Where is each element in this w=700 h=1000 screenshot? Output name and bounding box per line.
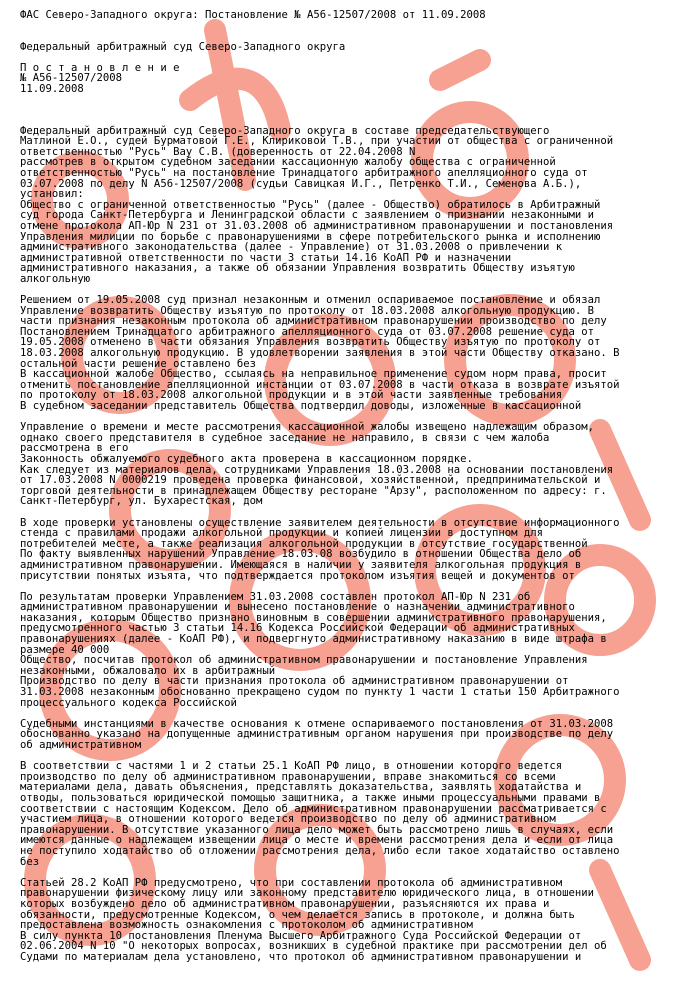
text-line: Федеральный арбитражный суд Северо-Западного округа в составе председательствующего: [20, 124, 550, 137]
document-body: [20, 126, 692, 963]
paragraph: [20, 719, 692, 751]
text-line: участием лица, в отношении которого ведется производство по делу об административном: [20, 813, 556, 826]
text-line: 02.06.2004 N 10 "О некоторых вопросах, возникших в судебной практике при рассмотрении дел об: [20, 940, 607, 953]
text-line: В судебном заседании представитель Общества подтвердил доводы, изложенные в кассационной: [20, 400, 582, 412]
text-line: присутствии понятых изъята, что подтверждается протоколом изъятия вещей и документов от: [20, 569, 575, 582]
document-type: П о с т а н о в л е н и е: [20, 61, 180, 74]
text-line: процессуального кодекса Российской: [20, 696, 237, 709]
text-line: Матлиной Е.О., судей Бурматовой Г.Е., Клириковой Т.В., при участии от общества с ограниченной: [20, 135, 614, 148]
text-line: 18.03.2008 алкогольную продукцию. В удовлетворении заявления в этой части Обществу отказано. В: [20, 347, 620, 360]
text-line: предоставлена возможность ознакомления с протоколом об административном: [20, 919, 473, 932]
paragraph: [20, 761, 692, 867]
text-line: установил:: [20, 188, 84, 201]
text-line: 03.07.2008 по делу N А56-12507/2008 (судьи Савицкая И.Г., Петренко Т.И., Семенова А.Б.),: [20, 177, 582, 190]
text-line: от 17.03.2008 N 0000219 проведена проверка финансовой, хозяйственной, предпринимательской и: [20, 474, 601, 487]
text-line: предусмотренного частью 3 статьи 14.16 Кодекса Российской Федерации об административных: [20, 622, 575, 635]
text-line: административного законодательства (далее - Управление) от 31.03.2008 о привлечении к: [20, 241, 563, 254]
text-line: В силу пункта 10 постановления Пленума Высшего Арбитражного Суда Российской Федерации от: [20, 929, 582, 942]
text-line: административном правонарушении. Имеющаяся в наличии у заявителя алкогольная продукция в: [20, 558, 582, 571]
text-line: размере 40 000: [20, 643, 110, 656]
text-line: 19.05.2008 отменено в части обязания Управления возвратить Обществу изъятую по протоколу от: [20, 336, 601, 349]
text-line: Управления милиции по борьбе с правонарушениями в сфере потребительского рынка и исполнению: [20, 230, 601, 243]
text-line: части признания незаконным протокола об административном правонарушении производство по делу: [20, 315, 607, 328]
text-line: однако своего представителя в судебное заседание не направило, в связи с чем жалоба: [20, 431, 550, 444]
paragraph: [20, 422, 692, 507]
text-line: Санкт-Петербург, ул. Бухарестская, дом: [20, 495, 263, 508]
paragraph: [20, 592, 692, 709]
text-line: правонарушении физическому лицу или законному представителю юридического лица, в отношении: [20, 887, 595, 900]
text-line: обязанности, предусмотренные Кодексом, о чем делается запись в протоколе, и должна быть: [20, 908, 575, 921]
text-line: отменить постановление апелляционной инстанции от 03.07.2008 в части отказа в возврате изъятой: [20, 378, 620, 391]
text-line: остальной части решение оставлено без: [20, 357, 256, 370]
paragraph: [20, 295, 692, 412]
text-line: Постановлением Тринадцатого арбитражного апелляционного суда от 03.07.2008 решение суда от: [20, 325, 595, 338]
text-line: Общество с ограниченной ответственностью "Русь" (далее - Общество) обратилось в Арбитражный: [20, 198, 601, 211]
text-line: правонарушении. В отсутствие указанного лица дело может быть рассмотрено лишь в случаях, если: [20, 823, 614, 836]
text-line: без: [20, 855, 40, 868]
text-line: Статьей 28.2 КоАП РФ предусмотрено, что при составлении протокола об административном: [20, 876, 563, 889]
text-line: соответствии с настоящим Кодексом. Дело об административном правонарушении рассматривается с: [20, 802, 607, 815]
document-page: [20, 10, 692, 973]
text-line: административного наказания, а также об обязании Управления возвратить Обществу изъятую: [20, 262, 575, 275]
paragraph: [20, 878, 692, 963]
text-line: Как следует из материалов дела, сотрудниками Управления 18.03.2008 на основании постановления: [20, 463, 614, 476]
text-line: В ходе проверки установлены осуществление заявителем деятельности в отсутствие информационного: [20, 516, 620, 529]
text-line: Решением от 19.05.2008 суд признал незаконным и отменил оспариваемое постановление и обязал: [20, 294, 601, 307]
text-line: По факту выявленных нарушений Управление 18.03.08 возбудило в отношении Общества дело об: [20, 548, 582, 561]
text-line: административном правонарушении и вынесено постановление о назначении административного: [20, 601, 575, 614]
text-line: отводы, пользоваться юридической помощью защитника, а также иными процессуальными правами в: [20, 791, 601, 804]
text-line: потребителей месте, а также реализация алкогольной продукции в отсутствие государственной: [20, 537, 588, 550]
text-line: об административном: [20, 739, 142, 751]
text-line: Производство по делу в части признания протокола об административном правонарушении от: [20, 675, 569, 688]
text-line: алкогольную: [20, 272, 91, 285]
text-line: правонарушениях (далее - КоАП РФ), и подвергнуто административному наказанию в виде штрафа в: [20, 633, 607, 646]
text-line: 31.03.2008 незаконным обоснованно прекращено судом по пункту 1 части 1 статьи 150 Арбитражного: [20, 686, 620, 699]
text-line: незаконными, обжаловало их в арбитражный: [20, 664, 276, 677]
text-line: Общество, посчитав протокол об административном правонарушении и постановление Управления: [20, 654, 588, 667]
text-line: не поступило ходатайство об отложении рассмотрения дела, либо если такое ходатайство оставлено: [20, 844, 620, 857]
text-line: производство по делу об административном правонарушении, вправе знакомиться со всеми: [20, 770, 556, 783]
text-line: материалами дела, давать объяснения, представлять доказательства, заявлять ходатайства и: [20, 781, 582, 794]
text-line: отмене протокола АП-Юр N 231 от 31.03.2008 об административном правонарушении и постановления: [20, 219, 614, 232]
text-line: обоснованно указано на допущенные административным органом нарушения при производстве по делу: [20, 728, 614, 741]
text-line: наказания, которым Общество признано виновным в совершении административного правонарушения,: [20, 611, 607, 624]
text-line: торговой деятельности в принадлежащем Обществу ресторане "Арзу", расположенном по адресу: г.: [20, 484, 607, 497]
paragraph: [20, 126, 692, 285]
text-line: рассмотрев в открытом судебном заседании кассационную жалобу общества с ограниченной: [20, 156, 556, 169]
text-line: Судами по материалам дела установлено, что протокол об административном правонарушении и: [20, 950, 582, 963]
paragraph: [20, 518, 692, 582]
text-line: имеются данные о надлежащем извещении лица о месте и времени рассмотрения дела и если от лица: [20, 834, 614, 847]
text-line: Законность обжалуемого судебного акта проверена в кассационном порядке.: [20, 452, 473, 465]
text-line: суд города Санкт-Петербурга и Ленинградской области с заявлением о признании незаконными и: [20, 209, 595, 222]
text-line: В кассационной жалобе Общество, ссылаясь на неправильное применение судом норм права, просит: [20, 368, 607, 381]
text-line: стенда с правилами продажи алкогольной продукции и копией лицензии в доступном для: [20, 527, 543, 540]
document-date: 11.09.2008: [20, 82, 84, 95]
court-name: Федеральный арбитражный суд Северо-Западного округа: [20, 40, 346, 53]
text-line: В соответствии с частями 1 и 2 статьи 25.1 КоАП РФ лицо, в отношении которого ведется: [20, 760, 563, 773]
text-line: Управление о времени и месте рассмотрения кассационной жалобы извещено надлежащим образом,: [20, 421, 595, 434]
text-line: которых возбуждено дело об административном правонарушении, разъясняются их права и: [20, 897, 550, 910]
text-line: административной ответственности по части 3 статьи 14.16 КоАП РФ и назначении: [20, 251, 512, 264]
text-line: рассмотрена в его: [20, 442, 129, 455]
text-line: По результатам проверки Управлением 31.03.2008 составлен протокол АП-Юр N 231 об: [20, 590, 531, 603]
case-number: № А56-12507/2008: [20, 72, 123, 85]
document-title: ФАС Северо-Западного округа: Постановление № А56-12507/2008 от 11.09.2008: [20, 9, 486, 21]
text-line: ответственностью "Русь" Вау С.В. (доверенность от 22.04.2008 N: [20, 145, 416, 158]
text-line: ответственностью "Русь" на постановление Тринадцатого арбитражного апелляционного суда от: [20, 166, 588, 179]
text-line: Судебными инстанциями в качестве основания к отмене оспариваемого постановления от 31.03.2008: [20, 717, 614, 730]
text-line: Управление возвратить Обществу изъятую по протоколу от 18.03.2008 алкогольную продукцию. В: [20, 304, 595, 317]
text-line: по протоколу от 18.03.2008 алкогольной продукции и в этой части заявленные требования: [20, 389, 563, 402]
